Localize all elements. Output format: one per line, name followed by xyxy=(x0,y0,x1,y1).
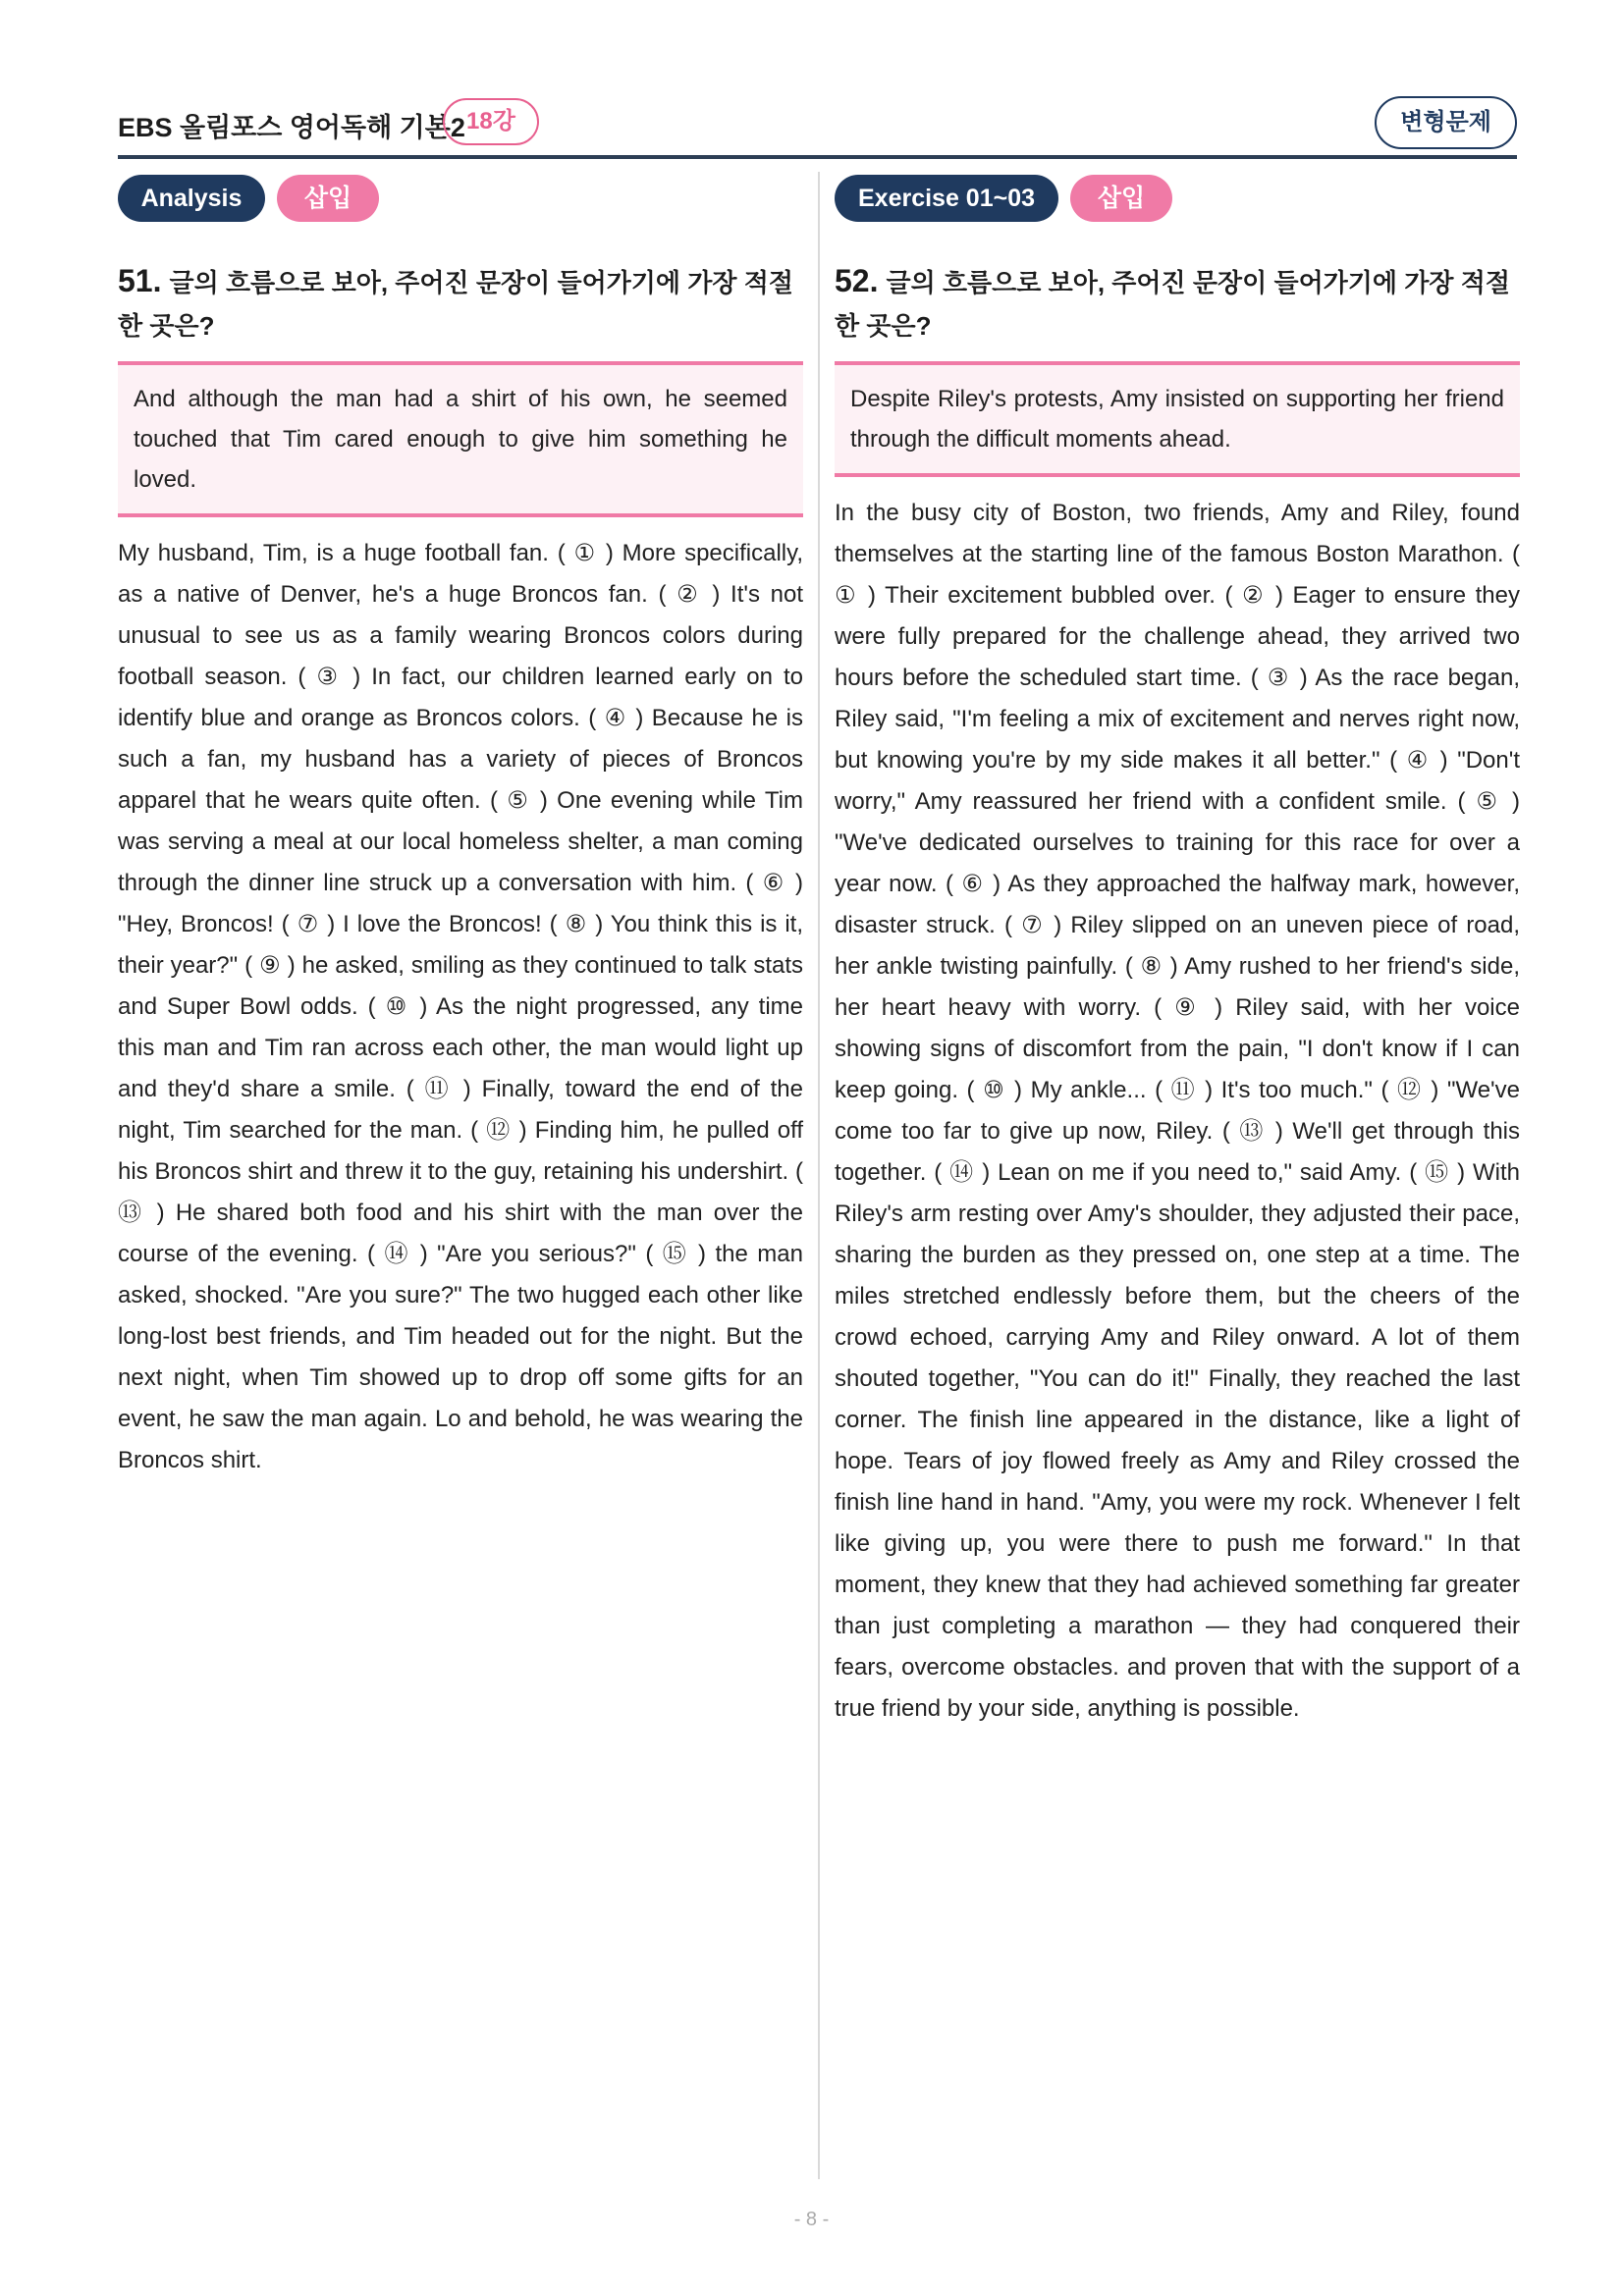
lesson-badge: 18강 xyxy=(443,98,539,145)
column-divider xyxy=(818,172,820,2179)
passage-text: My husband, Tim, is a huge football fan. ( ① ) More specifically, as a native of Denver, he's a huge Broncos fan. ( ② ) It's not unusual to see us as a family wearing Broncos colors during football season. ( ③ ) In fact, our children learned early on to identify blue and orange as Broncos colors. ( ④ ) Because he is such a fan, my husband has a variety of pieces of Broncos apparel that he wears quite often. ( ⑤ ) One evening while Tim was serving a meal at our local homeless shelter, a man coming through the dinner line struck up a conversation with him. ( ⑥ ) "Hey, Broncos! ( ⑦ ) I love the Broncos! ( ⑧ ) You think this is it, their year?" ( ⑨ ) he asked, smiling as they continued to talk stats and Super Bowl odds. ( ⑩ ) As the night progressed, any time this man and Tim ran across each other, the man would light up and they'd share a smile. ( ⑪ ) Finally, toward the end of the night, Tim searched for the man. ( ⑫ ) Finding him, he pulled off his Broncos shirt and threw it to the guy, retaining his undershirt. ( ⑬ ) He shared both food and his shirt with the man over the course of the evening. ( ⑭ ) "Are you serious?" ( ⑮ ) the man asked, shocked. "Are you sure?" The two hugged each other like long-lost best friends, and Tim headed out for the night. But the next night, when Tim showed up to drop off some gifts for an event, he saw the man again. Lo and behold, he was wearing the Broncos shirt. xyxy=(118,540,803,1473)
right-column xyxy=(835,175,1520,1730)
given-sentence-box: And although the man had a shirt of his own, he seemed touched that Tim cared enough to give him something he loved. xyxy=(118,361,803,517)
left-column xyxy=(118,175,803,1481)
question-number: 51. xyxy=(118,263,162,298)
insertion-tag: 삽입 xyxy=(1070,175,1172,222)
document-title: EBS 올림포스 영어독해 기본2 xyxy=(118,113,465,142)
given-sentence-box: Despite Riley's protests, Amy insisted on supporting her friend through the difficult moments ahead. xyxy=(835,361,1520,477)
insertion-tag: 삽입 xyxy=(277,175,379,222)
right-tags xyxy=(835,175,1520,222)
exercise-tag: Exercise 01~03 xyxy=(835,175,1058,222)
question-number: 52. xyxy=(835,263,879,298)
left-tags xyxy=(118,175,803,222)
question-52 xyxy=(835,259,1520,347)
question-type-badge: 변형문제 xyxy=(1375,96,1517,149)
analysis-tag: Analysis xyxy=(118,175,265,222)
page-number: - 8 - xyxy=(793,2209,830,2230)
passage-text: In the busy city of Boston, two friends, Amy and Riley, found themselves at the starting line of the famous Boston Marathon. ( ① ) Their excitement bubbled over. ( ② ) Eager to ensure they were fully prepared for the challenge ahead, they arrived two hours before the scheduled start time. ( ③ ) As the race began, Riley said, "I'm feeling a mix of excitement and nerves right now, but knowing you're by my side makes it all better." ( ④ ) "Don't worry," Amy reassured her friend with a confident smile. ( ⑤ ) "We've dedicated ourselves to training for this race for over a year now. ( ⑥ ) As they approached the halfway mark, however, disaster struck. ( ⑦ ) Riley slipped on an uneven piece of road, her ankle twisting painfully. ( ⑧ ) Amy rushed to her friend's side, her heart heavy with worry. ( ⑨ ) Riley said, with her voice showing signs of discomfort from the pain, "I don't know if I can keep going. ( ⑩ ) My ankle... ( ⑪ ) It's too much." ( ⑫ ) "We've come too far to give up now, Riley. ( ⑬ ) We'll get through this together. ( ⑭ ) Lean on me if you need to," said Amy. ( ⑮ ) With Riley's arm resting over Amy's shoulder, they adjusted their pace, sharing the burden as they pressed on, one step at a time. The miles stretched endlessly before them, but the cheers of the crowd echoed, carrying Amy and Riley onward. A lot of them shouted together, "You can do it!" Finally, they reached the last corner. The finish line appeared in the distance, like a light of hope. Tears of joy flowed freely as Amy and Riley crossed the finish line hand in hand. "Amy, you were my rock. Whenever I felt like giving up, you were there to push me forward." In that moment, they knew that they had achieved something far greater than just completing a marathon — they had conquered their fears, overcome obstacles. and proven that with the support of a true friend by your side, anything is possible. xyxy=(835,500,1520,1722)
question-text: 글의 흐름으로 보아, 주어진 문장이 들어가기에 가장 적절한 곳은? xyxy=(835,268,1510,341)
question-51 xyxy=(118,259,803,347)
header-rule xyxy=(118,155,1517,159)
page-header xyxy=(118,96,1517,157)
question-text: 글의 흐름으로 보아, 주어진 문장이 들어가기에 가장 적절한 곳은? xyxy=(118,268,793,341)
